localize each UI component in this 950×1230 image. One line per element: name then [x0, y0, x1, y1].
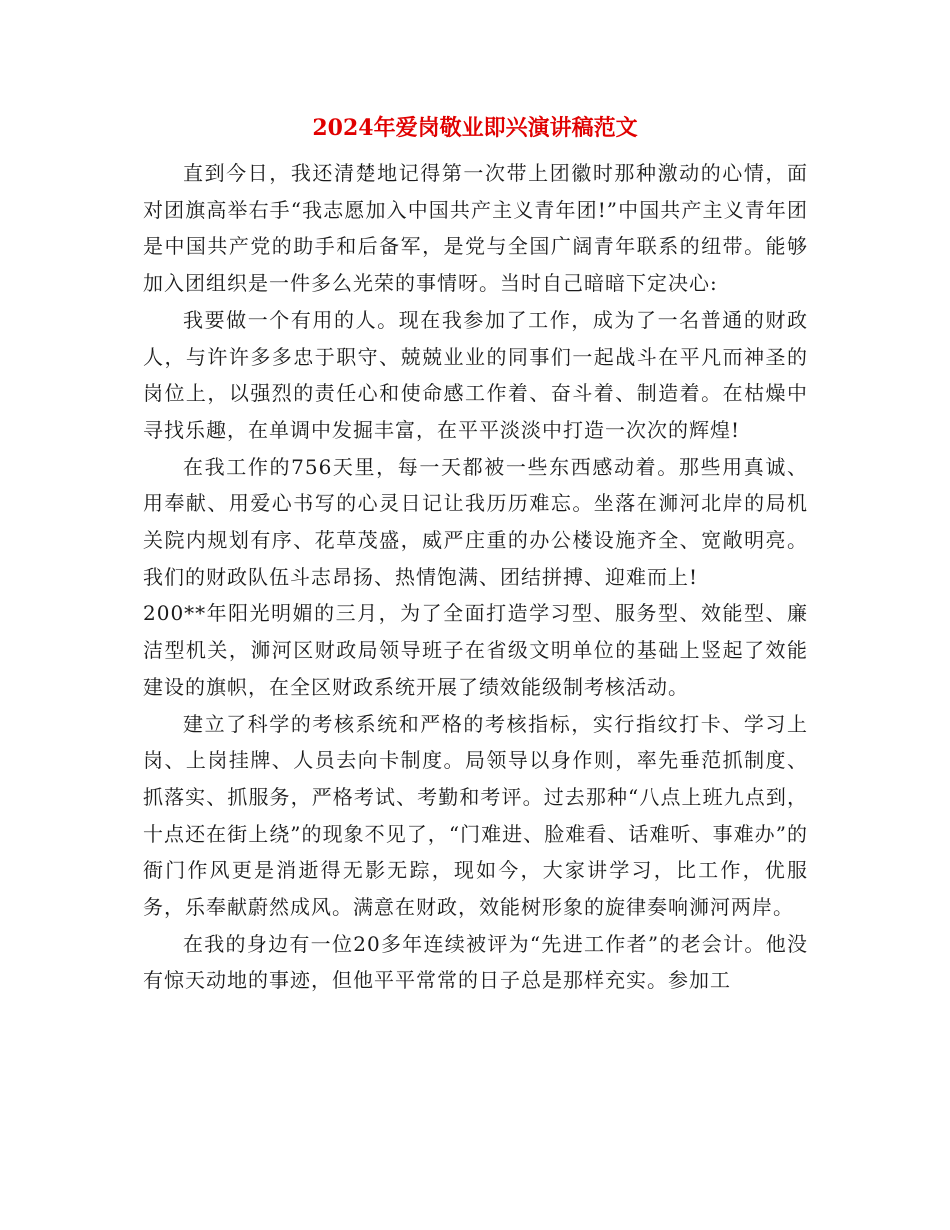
document-title: 2024年爱岗敬业即兴演讲稿范文 [312, 115, 638, 141]
document-body [143, 155, 808, 999]
paragraph-5: 建立了科学的考核系统和严格的考核指标，实行指纹打卡、学习上岗、上岗挂牌、人员去向卡制度。局领导以身作则，率先垂范抓制度、抓落实、抓服务，严格考试、考勤和考评。过去那种“八点上班九点到，十点还在街上绕”的现象不见了，“门难进、脸难看、话难听、事难办”的衙门作风更是消逝得无影无踪，现如今，大家讲学习，比工作，优服务，乐奉献蔚然成风。满意在财政，效能树形象的旋律奏响浉河两岸。 [143, 711, 808, 920]
paragraph-1: 直到今日，我还清楚地记得第一次带上团徽时那种激动的心情，面对团旗高举右手“我志愿加入中国共产主义青年团!”中国共产主义青年团是中国共产党的助手和后备军，是党与全国广阔青年联系的纽带。能够加入团组织是一件多么光荣的事情呀。当时自己暗暗下定决心: [143, 161, 808, 296]
paragraph-4: 200**年阳光明媚的三月，为了全面打造学习型、服务型、效能型、廉洁型机关，浉河区财政局领导班子在省级文明单位的基础上竖起了效能建设的旗帜，在全区财政系统开展了绩效能级制考核活动。 [143, 601, 808, 699]
paragraph-3: 在我工作的756天里，每一天都被一些东西感动着。那些用真诚、用奉献、用爱心书写的心灵日记让我历历难忘。坐落在浉河北岸的局机关院内规划有序、花草茂盛，威严庄重的办公楼设施齐全、宽敞明亮。我们的财政队伍斗志昂扬、热情饱满、团结拼搏、迎难而上! [143, 454, 808, 589]
paragraph-6: 在我的身边有一位20多年连续被评为“先进工作者”的老会计。他没有惊天动地的事迹，但他平平常常的日子总是那样充实。参加工 [143, 931, 808, 993]
paragraph-2: 我要做一个有用的人。现在我参加了工作，成为了一名普通的财政人，与许许多多忠于职守、兢兢业业的同事们一起战斗在平凡而神圣的岗位上，以强烈的责任心和使命感工作着、奋斗着、制造着。在枯燥中寻找乐趣，在单调中发掘丰富，在平平淡淡中打造一次次的辉煌! [143, 307, 808, 442]
